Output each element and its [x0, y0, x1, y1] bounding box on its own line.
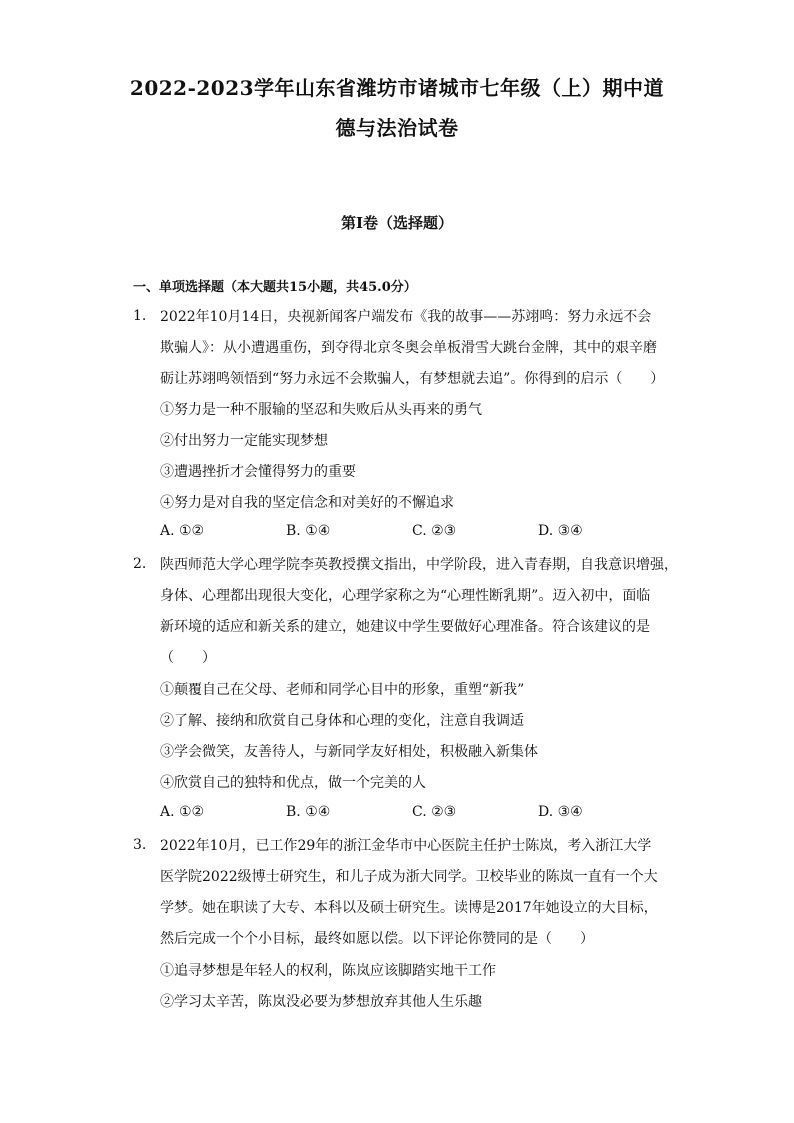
volume-heading: 第I卷（选择题）: [340, 214, 454, 232]
question-stem-line: 陕西师范大学心理学院李英教授撰文指出，中学阶段，进入青春期，自我意识增强，: [160, 557, 678, 573]
question-stem-line: 2022年10月14日，央视新闻客户端发布《我的故事——苏翊鸣：努力永远不会: [160, 309, 652, 325]
statement: ③遭遇挫折才会懂得努力的重要: [160, 464, 356, 480]
exam-title-line2: 德与法治试卷: [335, 116, 459, 140]
question-stem-line: 新环境的适应和新关系的建立，她建议中学生要做好心理准备。符合该建议的是: [160, 619, 650, 635]
option-b[interactable]: B. ①④: [286, 523, 331, 539]
option-a[interactable]: A. ①②: [160, 804, 205, 820]
statement: ④欣赏自己的独特和优点，做一个完美的人: [160, 775, 426, 791]
statement: ①追寻梦想是年轻人的权利，陈岚应该脚踏实地干工作: [160, 963, 496, 979]
option-b[interactable]: B. ①④: [286, 804, 331, 820]
statement: ③学会微笑，友善待人，与新同学友好相处，积极融入新集体: [160, 744, 538, 760]
option-a[interactable]: A. ①②: [160, 523, 205, 539]
option-c[interactable]: C. ②③: [412, 523, 457, 539]
option-d[interactable]: D. ③④: [538, 804, 583, 820]
statement: ②了解、接纳和欣赏自己身体和心理的变化，注意自我调适: [160, 713, 524, 729]
statement: ①颠覆自己在父母、老师和同学心目中的形象，重塑“新我”: [160, 682, 525, 698]
question-stem-line: 2022年10月，已工作29年的浙江金华市中心医院主任护士陈岚，考入浙江大学: [160, 838, 652, 854]
statement: ②付出努力一定能实现梦想: [160, 433, 328, 449]
question-stem-line: 欺骗人》：从小遭遇重伤，到夺得北京冬奥会单板滑雪大跳台金牌，其中的艰辛磨: [160, 340, 657, 356]
option-d[interactable]: D. ③④: [538, 523, 583, 539]
exam-title-line1: 2022-2023学年山东省潍坊市诸城市七年级（上）期中道: [129, 76, 665, 100]
option-c[interactable]: C. ②③: [412, 804, 457, 820]
question-number: 2.: [133, 556, 147, 572]
question-number: 1.: [133, 308, 147, 324]
statement: ①努力是一种不服输的坚忍和失败后从头再来的勇气: [160, 402, 482, 418]
question-stem-line: 学梦。她在职读了大专、本科以及硕士研究生。读博是2017年她设立的大目标，: [160, 900, 658, 916]
section-heading: 一、单项选择题（本大题共15小题，共45.0分）: [133, 280, 417, 295]
statement: ④努力是对自我的坚定信念和对美好的不懈追求: [160, 495, 454, 511]
question-stem-line: 然后完成一个个小目标，最终如愿以偿。以下评论你赞同的是（ ）: [160, 931, 594, 947]
question-stem-line: （ ）: [160, 650, 216, 666]
question-stem-line: 砺让苏翊鸣领悟到“努力永远不会欺骗人，有梦想就去追”。你得到的启示（ ）: [160, 371, 665, 387]
statement: ②学习太辛苦，陈岚没必要为梦想放弃其他人生乐趣: [160, 994, 482, 1010]
question-stem-line: 身体、心理都出现很大变化，心理学家称之为“心理性断乳期”。迈入初中，面临: [160, 588, 651, 604]
question-stem-line: 医学院2022级博士研究生，和儿子成为浙大同学。卫校毕业的陈岚一直有一个大: [160, 869, 658, 885]
question-number: 3.: [133, 837, 147, 853]
